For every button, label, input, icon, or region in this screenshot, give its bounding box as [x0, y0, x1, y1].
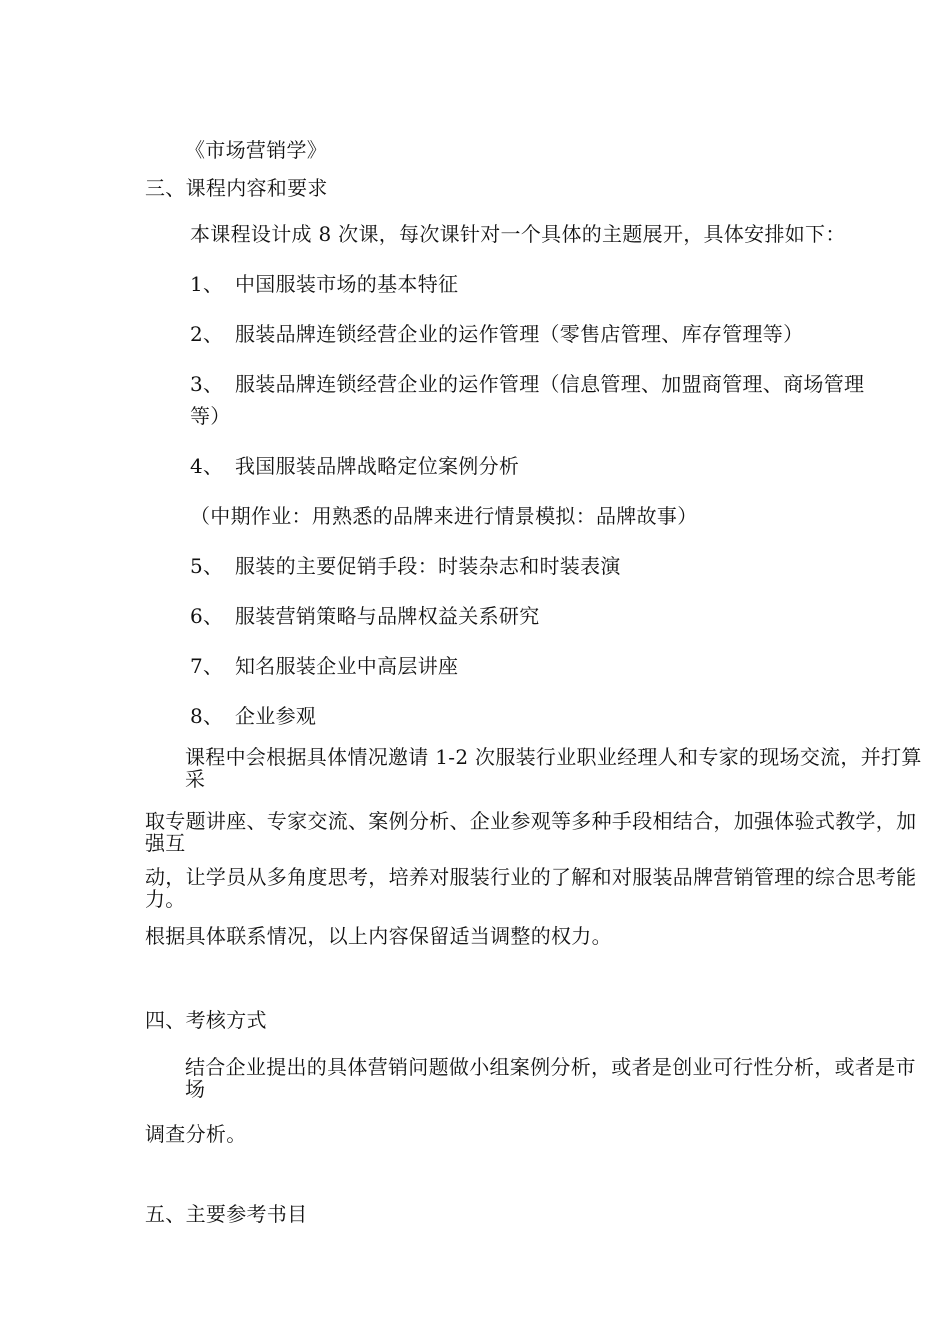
list-item-text: 服装品牌连锁经营企业的运作管理（信息管理、加盟商管理、商场管理	[235, 372, 865, 396]
section4-paragraph-line: 调查分析。	[145, 1122, 247, 1146]
section3-paragraph-line: 根据具体联系情况，以上内容保留适当调整的权力。	[145, 924, 612, 948]
list-item-number: 8、	[190, 704, 224, 728]
list-item	[190, 372, 864, 396]
list-item-number: 4、	[190, 454, 224, 478]
list-item-text: 服装品牌连锁经营企业的运作管理（零售店管理、库存管理等）	[235, 322, 804, 346]
section3-heading: 三、课程内容和要求	[145, 176, 328, 200]
list-item	[190, 554, 621, 578]
section3-paragraph-line: 动，让学员从多角度思考，培养对服装行业的了解和对服装品牌营销管理的综合思考能力。	[145, 865, 917, 911]
book-title: 《市场营销学》	[185, 138, 328, 162]
list-item-number: 6、	[190, 604, 224, 628]
section3-paragraph-line: 取专题讲座、专家交流、案例分析、企业参观等多种手段相结合，加强体验式教学，加强互	[145, 809, 917, 855]
list-item	[190, 322, 803, 346]
list-item-text: 企业参观	[235, 704, 317, 728]
list-item-text: 服装营销策略与品牌权益关系研究	[235, 604, 540, 628]
section3-paragraph-line: 课程中会根据具体情况邀请 1-2 次服装行业职业经理人和专家的现场交流，并打算采	[185, 745, 922, 791]
section4-paragraph-line: 结合企业提出的具体营销问题做小组案例分析，或者是创业可行性分析，或者是市场	[185, 1055, 916, 1101]
list-item	[190, 272, 458, 296]
list-item-number: 3、	[190, 372, 224, 396]
midterm-note: （中期作业：用熟悉的品牌来进行情景模拟：品牌故事）	[190, 504, 698, 528]
section3-intro: 本课程设计成 8 次课，每次课针对一个具体的主题展开，具体安排如下：	[190, 222, 846, 246]
list-item-text: 中国服装市场的基本特征	[235, 272, 459, 296]
list-item	[190, 654, 458, 678]
list-item-text: 服装的主要促销手段：时装杂志和时装表演	[235, 554, 621, 578]
section4-heading: 四、考核方式	[145, 1008, 267, 1032]
list-item-number: 2、	[190, 322, 224, 346]
list-item-continuation: 等）	[190, 404, 231, 428]
list-item-number: 5、	[190, 554, 224, 578]
list-item-number: 1、	[190, 272, 224, 296]
list-item-text: 我国服装品牌战略定位案例分析	[235, 454, 520, 478]
section5-heading: 五、主要参考书目	[145, 1202, 308, 1226]
list-item-text: 知名服装企业中高层讲座	[235, 654, 459, 678]
list-item	[190, 704, 316, 728]
list-item	[190, 454, 519, 478]
list-item-number: 7、	[190, 654, 224, 678]
list-item	[190, 604, 540, 628]
